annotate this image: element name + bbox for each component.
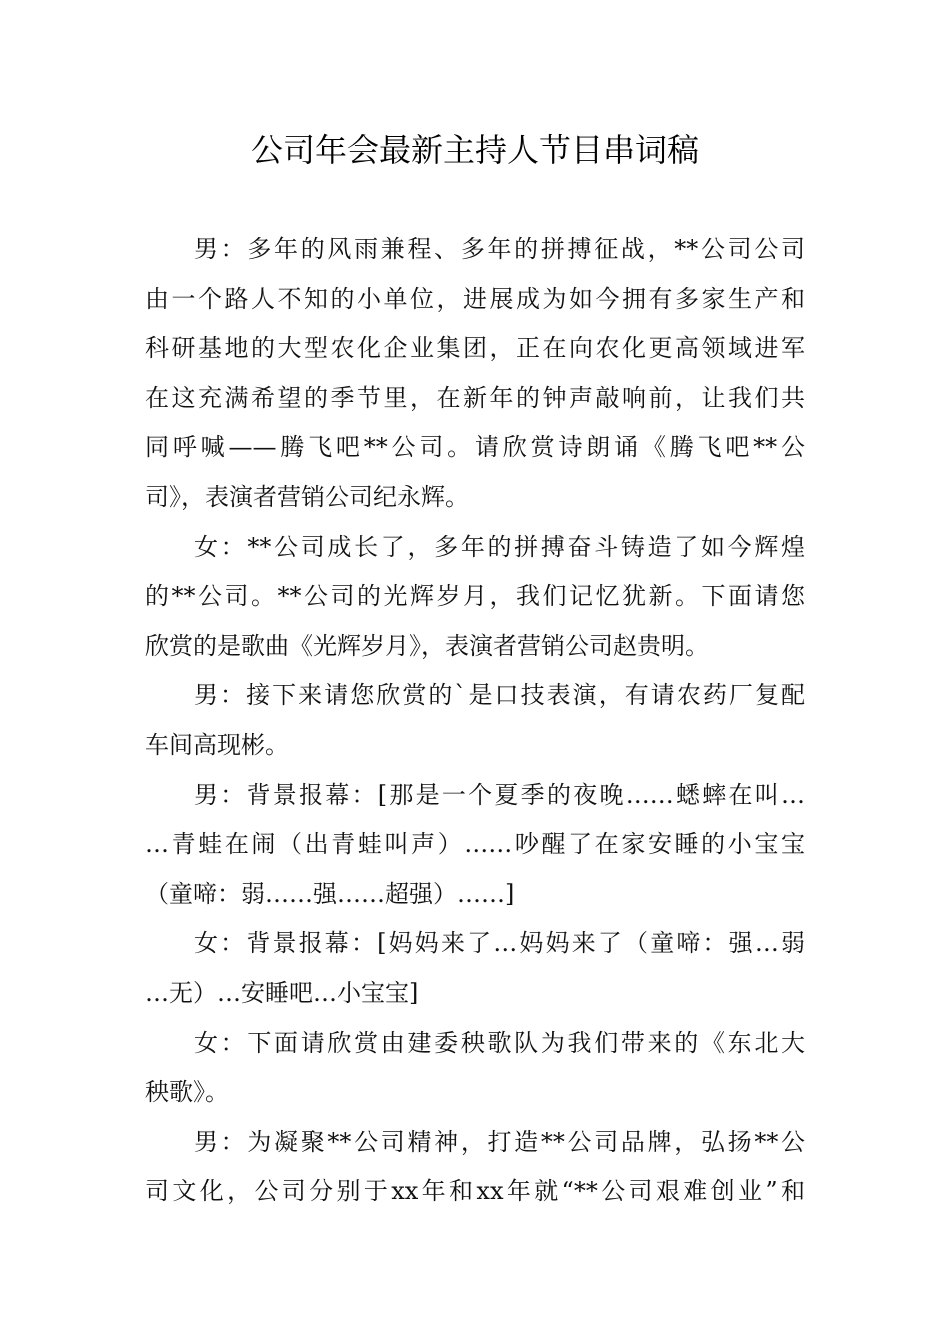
paragraph-line: 男：多年的风雨兼程、多年的拼搏征战，**公司公司 bbox=[194, 235, 805, 263]
paragraph-line: 女：下面请欣赏由建委秧歌队为我们带来的《东北大 bbox=[194, 1028, 805, 1057]
paragraph-line: 欣赏的是歌曲《光辉岁月》，表演者营销公司赵贵明。 bbox=[145, 631, 709, 660]
paragraph-line: …无）…安睡吧…小宝宝] bbox=[145, 978, 419, 1007]
paragraph-line: 男：为凝聚**公司精神，打造**公司品牌，弘扬**公 bbox=[194, 1127, 805, 1156]
paragraph-line: 女：**公司成长了，多年的拼搏奋斗铸造了如今辉煌 bbox=[194, 532, 805, 561]
paragraph-line: 女：背景报幕：[妈妈来了…妈妈来了（童啼：强…弱 bbox=[194, 929, 805, 958]
document-title: 公司年会最新主持人节目串词稿 bbox=[250, 131, 699, 169]
paragraph-line: 的**公司。**公司的光辉岁月，我们记忆犹新。下面请您 bbox=[145, 582, 805, 611]
paragraph-line: 科研基地的大型农化企业集团，正在向农化更高领域进军 bbox=[145, 334, 805, 363]
paragraph-line: 同呼喊——腾飞吧**公司。请欣赏诗朗诵《腾飞吧**公 bbox=[145, 433, 805, 462]
paragraph-line: …青蛙在闹（出青蛙叫声）……吵醒了在家安睡的小宝宝 bbox=[145, 830, 805, 859]
paragraph-line: （童啼：弱……强……超强）……] bbox=[145, 879, 515, 908]
document-body bbox=[145, 228, 805, 1220]
paragraph-line: 车间高现彬。 bbox=[145, 730, 289, 759]
paragraph-line: 秧歌》。 bbox=[145, 1078, 229, 1107]
paragraph-line: 由一个路人不知的小单位，进展成为如今拥有多家生产和 bbox=[145, 284, 805, 313]
paragraph-line: 在这充满希望的季节里，在新年的钟声敲响前，让我们共 bbox=[145, 383, 805, 412]
paragraph-line: 司文化，公司分别于xx年和xx年就“**公司艰难创业”和 bbox=[145, 1177, 805, 1206]
paragraph-line: 男：接下来请您欣赏的`是口技表演，有请农药厂复配 bbox=[194, 681, 805, 710]
paragraph-line: 司》，表演者营销公司纪永辉。 bbox=[145, 482, 469, 511]
paragraph-line: 男：背景报幕：[那是一个夏季的夜晚……蟋蟀在叫… bbox=[194, 780, 805, 809]
